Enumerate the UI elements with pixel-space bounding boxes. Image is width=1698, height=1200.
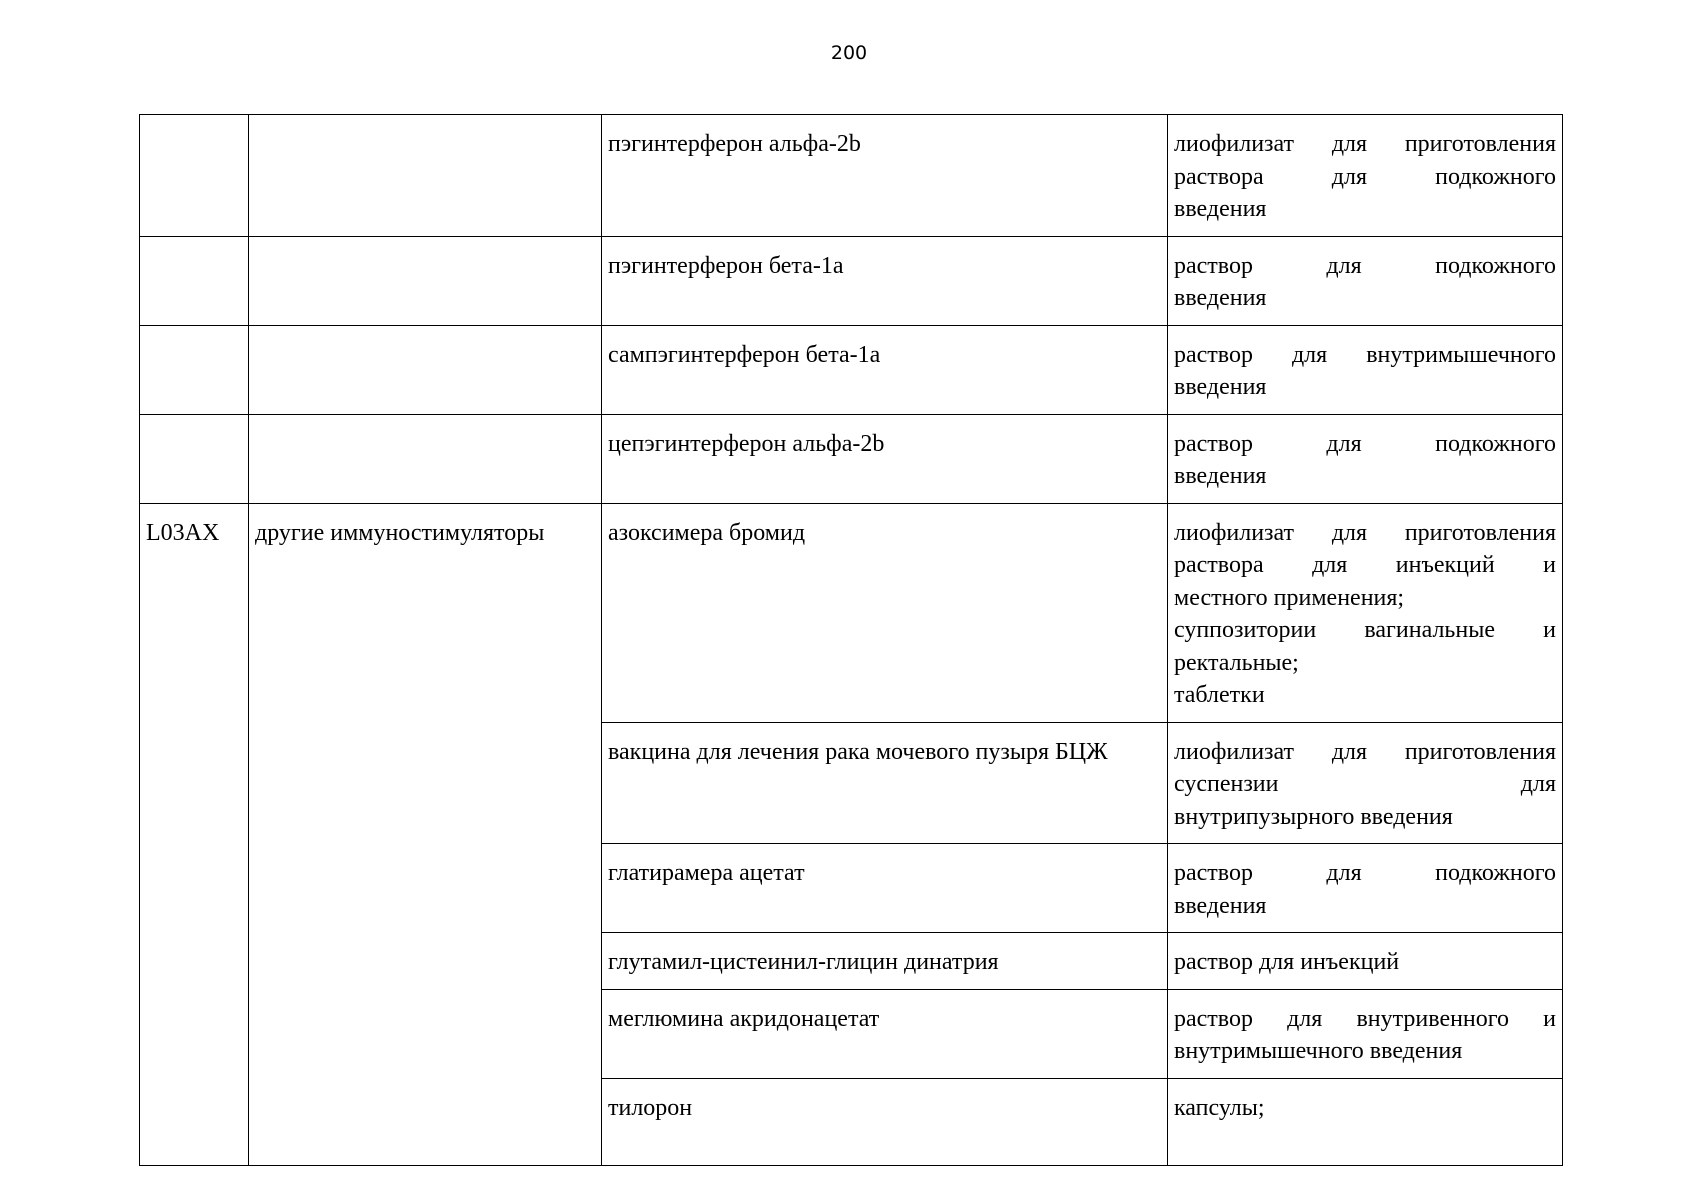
atc-code-cell <box>140 236 249 325</box>
dosage-form-cell <box>1168 325 1563 414</box>
table-row <box>140 503 1563 722</box>
dosage-form-line: таблетки <box>1174 682 1265 708</box>
dosage-form-line: местного применения; <box>1174 584 1405 611</box>
dosage-form-line: раствор для подкожного <box>1174 430 1556 457</box>
atc-code-cell <box>140 115 249 237</box>
drug-name-cell: меглюмина акридонацетат <box>602 989 1168 1078</box>
dosage-form-line: раствор для внутримышечного <box>1174 341 1556 368</box>
table-row <box>140 236 1563 325</box>
drug-name-cell: вакцина для лечения рака мочевого пузыря БЦЖ <box>602 722 1168 844</box>
dosage-form-line: введения <box>1174 285 1267 311</box>
drug-name-cell: тилорон <box>602 1078 1168 1165</box>
table-row <box>140 115 1563 237</box>
table-row <box>140 414 1563 503</box>
dosage-form-cell <box>1168 414 1563 503</box>
dosage-form-line: введения <box>1174 374 1267 400</box>
drug-name-cell: цепэгинтерферон альфа-2b <box>602 414 1168 503</box>
dosage-form-cell <box>1168 503 1563 722</box>
dosage-form-line: лиофилизат для приготовления раствора для инъекций и <box>1174 519 1556 578</box>
atc-code-cell <box>140 414 249 503</box>
drug-name-cell: пэгинтерферон альфа-2b <box>602 115 1168 237</box>
dosage-form-line: суппозитории вагинальные и <box>1174 617 1556 643</box>
group-cell <box>249 236 602 325</box>
dosage-form-line: раствор для подкожного <box>1174 252 1556 279</box>
dosage-form-line: ректальные; <box>1174 649 1299 676</box>
group-cell <box>249 325 602 414</box>
drug-name-cell: глатирамера ацетат <box>602 844 1168 933</box>
dosage-form-line: лиофилизат для приготовления суспензии для <box>1174 738 1556 797</box>
dosage-form-cell <box>1168 933 1563 990</box>
group-cell: другие иммуностимуляторы <box>249 503 602 1165</box>
drug-table <box>139 114 1563 1166</box>
dosage-form-line: внутримышечного введения <box>1174 1038 1463 1064</box>
group-cell <box>249 414 602 503</box>
dosage-form-line: раствор для инъекций <box>1174 949 1400 975</box>
dosage-form-cell <box>1168 844 1563 933</box>
drug-name-cell: глутамил-цистеинил-глицин динатрия <box>602 933 1168 990</box>
drug-name-cell: сампэгинтерферон бета-1a <box>602 325 1168 414</box>
dosage-form-cell <box>1168 722 1563 844</box>
dosage-form-line: раствор для подкожного <box>1174 860 1556 886</box>
drug-name-cell: азоксимера бромид <box>602 503 1168 722</box>
group-cell <box>249 115 602 237</box>
dosage-form-line: введения <box>1174 892 1267 919</box>
dosage-form-line: введения <box>1174 463 1267 489</box>
dosage-form-cell <box>1168 236 1563 325</box>
dosage-form-cell <box>1168 1078 1563 1165</box>
atc-code-cell: L03AX <box>140 503 249 1165</box>
dosage-form-line: лиофилизат для приготовления раствора для подкожного <box>1174 131 1556 190</box>
atc-code-cell <box>140 325 249 414</box>
dosage-form-line: капсулы; <box>1174 1094 1265 1121</box>
dosage-form-line: введения <box>1174 196 1267 222</box>
dosage-form-line: внутрипузырного введения <box>1174 803 1453 830</box>
dosage-form-line: раствор для внутривенного и <box>1174 1005 1556 1032</box>
drug-name-cell: пэгинтерферон бета-1a <box>602 236 1168 325</box>
page-number: 200 <box>830 42 868 64</box>
table-row <box>140 325 1563 414</box>
dosage-form-cell <box>1168 989 1563 1078</box>
dosage-form-cell <box>1168 115 1563 237</box>
